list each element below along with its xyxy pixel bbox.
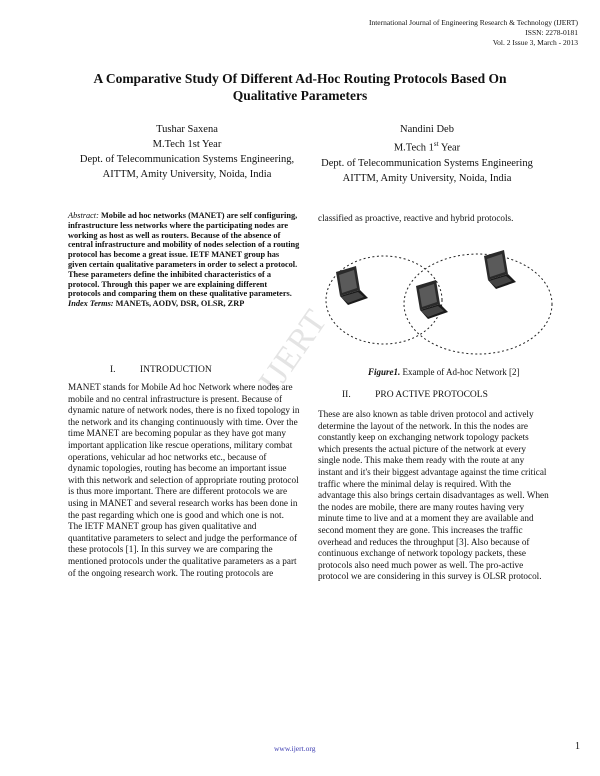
laptop-node-icon (484, 250, 516, 289)
laptop-node-icon (416, 280, 448, 319)
page-number: 1 (575, 741, 580, 752)
index-terms: MANETs, AODV, DSR, OLSR, ZRP (115, 299, 245, 309)
issn: ISSN: 2278-0181 (525, 28, 578, 37)
title-line-2: Qualitative Parameters (232, 88, 368, 103)
abstract-label: Abstract: (68, 211, 99, 220)
section-1-heading: I. INTRODUCTION (110, 365, 212, 375)
paper-title (60, 70, 540, 104)
journal-header (369, 18, 578, 48)
ijert-watermark: IJERT (252, 302, 335, 400)
author-name: Nandini Deb (400, 124, 454, 135)
journal-name: International Journal of Engineering Research & Technology (IJERT) (368, 18, 578, 27)
author-dept: Dept. of Telecommunication Systems Engineering, (79, 154, 295, 165)
author-block-2 (302, 122, 552, 186)
author-inst: AITTM, Amity University, Noida, India (102, 169, 272, 180)
laptop-node-icon (336, 266, 368, 305)
introduction-text: MANET stands for Mobile Ad hoc Network where nodes are mobile and no central infrastructure is present. Because of dynamic nature of network nodes, there is no fixed topology in the network and its changing continuously with time. Over the time MANET are becoming popular as they have got many important application like rescue operations, military combat operations, vehicular ad hoc networks etc., because of dynamic topologies, routing has become an important issue with this network and selection of appropriate routing protocol is thus more important. There are different protocols we are using in MANET and several research works has been done in the past regarding which one is good and which one is not. The IETF MANET group has given qualitative and quantitative parameters to select and judge the performance of these protocols [1]. In this survey we are comparing the mentioned protocols under the qualitative parameters as a part of the ongoing research work. The routing protocols are (68, 382, 300, 578)
author-year: M.Tech 1st Year (152, 139, 222, 150)
author-year: M.Tech 1st Year (393, 140, 461, 154)
index-terms-label: Index Terms: (68, 299, 114, 309)
author-block-1 (62, 122, 312, 182)
figure-label: Figure1. (368, 367, 401, 377)
abstract (68, 211, 300, 309)
abstract-text: Mobile ad hoc networks (MANET) are self configuring, infrastructure less networks where the participating nodes are working as host as well as routers. Because of the absence of central infrastructure and mobility of nodes selection of a routing protocol has become a great issue. IETF MANET group has given certain qualitative parameters in order to select a protocol. These parameters define the inhibited characteristics of a protocol. Through this paper we are explaining different protocols and comparing them on these qualitative parameters. (68, 211, 300, 299)
volume-info: Vol. 2 Issue 3, March - 2013 (492, 38, 578, 47)
author-dept: Dept. of Telecommunication Systems Engineering (321, 157, 533, 169)
figure-caption-text: Example of Ad-hoc Network [2] (402, 367, 520, 377)
proactive-protocols-text: These are also known as table driven protocol and actively determine the layout of the network. In this the nodes are constantly keep on exchanging network topology packets which presents the actual picture of the network at every single node. This make them ready with the route at any instant and it's their biggest advantage against the time critical traffic where the minimal delay is required. With the advantage this also brings certain disadvantages as well. When the nodes are mobile, there are many routes having very minute time to live and at a moment they are available and second moment they are gone. This increases the traffic overhead and reduces the throughput [3]. Also because of continuous exchange of network topology packets, these protocols also need much power as well. The pro-active protocol we are considering in this survey is OLSR protocol. (318, 409, 549, 582)
author-inst: AITTM, Amity University, Noida, India (342, 172, 512, 184)
footer-url: www.ijert.org (274, 744, 316, 753)
title-line-1: A Comparative Study Of Different Ad-Hoc Routing Protocols Based On (93, 71, 507, 86)
section-2-heading: II. PRO ACTIVE PROTOCOLS (342, 390, 488, 400)
figure-caption (368, 367, 519, 378)
adhoc-network-figure (318, 228, 558, 358)
protocol-classification-text: classified as proactive, reactive and hybrid protocols. (318, 213, 514, 223)
author-name: Tushar Saxena (156, 124, 218, 135)
